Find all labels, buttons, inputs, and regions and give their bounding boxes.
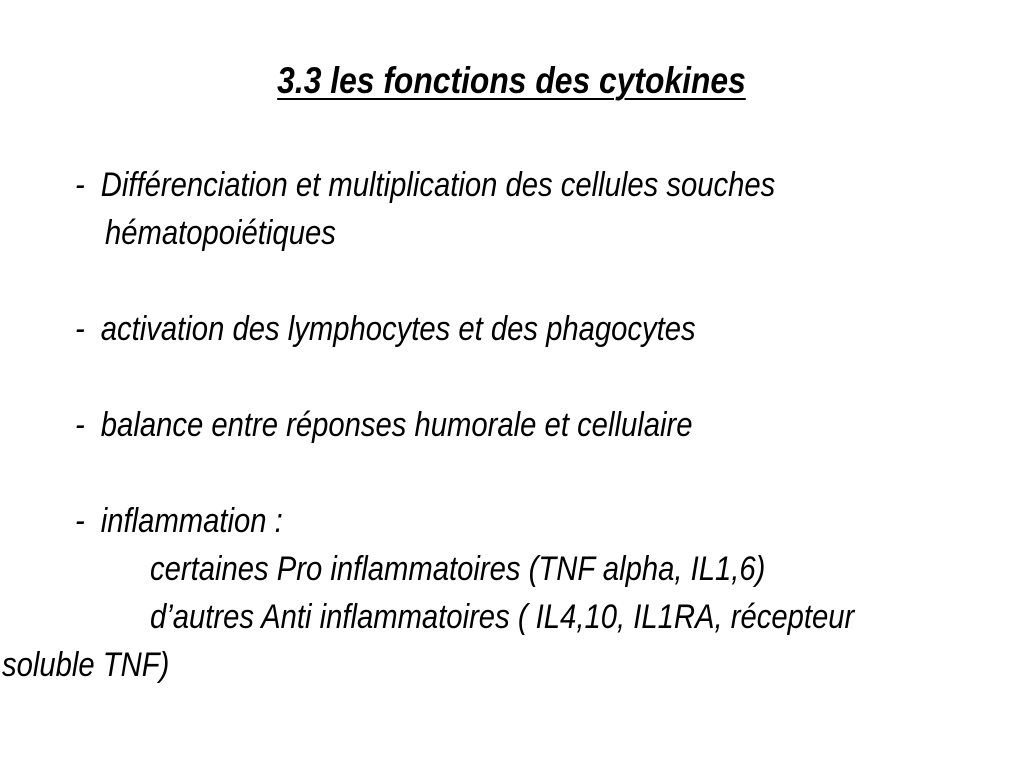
list-item-text: activation des lymphocytes et des phagocytes: [100, 310, 696, 348]
list-item: [75, 408, 692, 442]
bullet-dash: -: [75, 166, 85, 204]
slide-title: 3.3 les fonctions des cytokines: [277, 60, 746, 101]
list-item: [75, 504, 283, 538]
list-item: [75, 312, 696, 346]
sub-item: certaines Pro inflammatoires (TNF alpha, IL1,6): [150, 550, 766, 588]
list-item-text: inflammation :: [100, 502, 283, 540]
bullet-dash: -: [75, 406, 85, 444]
list-item-text: Différenciation et multiplication des cellules souches: [100, 166, 776, 204]
list-item-continuation: hématopoiétiques: [105, 214, 336, 252]
bullet-dash: -: [75, 502, 85, 540]
sub-item: d’autres Anti inflammatoires ( IL4,10, IL1RA, récepteur: [150, 598, 855, 636]
list-item-text: balance entre réponses humorale et cellulaire: [100, 406, 693, 444]
bullet-dash: -: [75, 310, 85, 348]
list-item: [75, 168, 775, 202]
sub-item-continuation: soluble TNF): [2, 646, 170, 684]
